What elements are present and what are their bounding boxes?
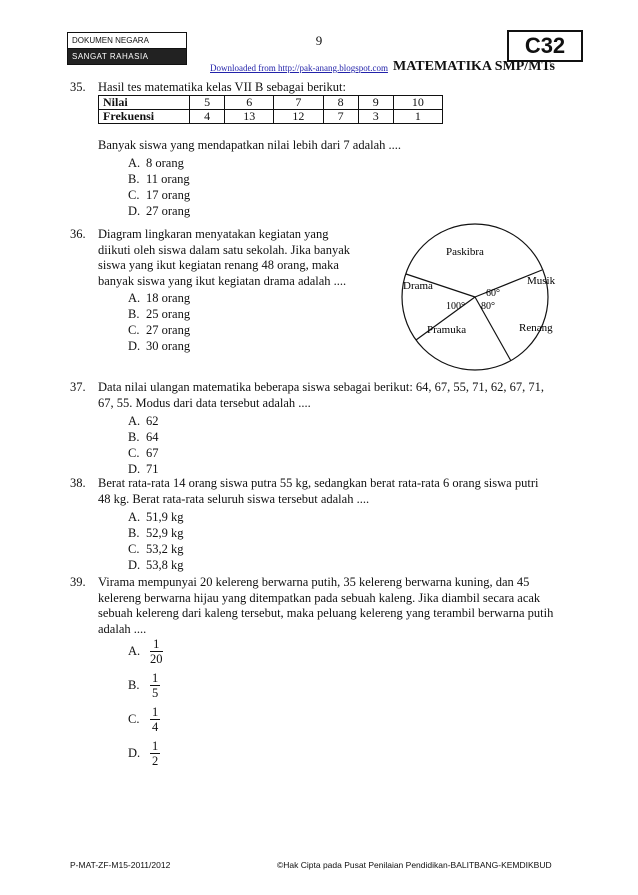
frequency-cell: 3	[358, 110, 393, 124]
frequency-cell: 13	[225, 110, 274, 124]
q36-number: 36.	[70, 227, 86, 241]
q35-number: 35.	[70, 80, 86, 94]
option-a[interactable]: A. 62	[128, 414, 159, 428]
q38-options	[128, 509, 184, 573]
pie-label-renang: Renang	[519, 322, 553, 334]
frequency-cell: 1	[393, 110, 442, 124]
subject-title: MATEMATIKA SMP/MTs	[393, 59, 555, 74]
q39-option-b[interactable]: B. $\frac{1}{5}$	[128, 671, 159, 700]
q37-number: 37.	[70, 380, 86, 394]
pie-label-drama: Drama	[403, 280, 433, 292]
pie-angle-musik: 60°	[486, 288, 500, 299]
q39-stem: Virama mempunyai 20 kelereng berwarna putih, 35 kelereng berwarna kuning, dan 45 kelereng berwarna hijau yang ditempatkan pada sebuah kaleng. Jika diambil secara acak sebuah kelereng dari kaleng tersebut, maka peluang kelereng yang terambil berwarna putih adalah ....	[98, 575, 554, 636]
footer-code: P-MAT-ZF-M15-2011/2012	[70, 860, 171, 870]
score-cell: 7	[274, 96, 323, 110]
score-cell: 9	[358, 96, 393, 110]
option-c[interactable]: C. 67	[128, 446, 159, 460]
fraction: $\frac{1}{2}$	[152, 739, 159, 768]
pie-angle-renang: 80°	[481, 301, 495, 312]
page-number: 9	[315, 33, 323, 48]
q39-option-c[interactable]: C. $\frac{1}{4}$	[128, 705, 159, 734]
score-cell: 5	[190, 96, 225, 110]
doc-label: DOKUMEN NEGARA	[68, 33, 186, 49]
option-a[interactable]: A. 8 orang	[128, 156, 184, 170]
q38-stem: Berat rata-rata 14 orang siswa putra 55 kg, sedangkan berat rata-rata 6 orang siswa putri 48 kg. Berat rata-rata seluruh siswa tersebut adalah ....	[98, 476, 539, 506]
exam-code: C32	[507, 30, 583, 62]
option-b[interactable]: B. 25 orang	[128, 307, 191, 321]
score-cell: 8	[323, 96, 358, 110]
q39-option-d[interactable]: D. $\frac{1}{2}$	[128, 739, 159, 768]
option-c[interactable]: C. 17 orang	[128, 188, 191, 202]
q36-options	[128, 290, 190, 354]
row-label-score: Nilai	[99, 96, 190, 110]
q36-stem: Diagram lingkaran menyatakan kegiatan yang diikuti oleh siswa dalam satu sekolah. Jika banyak siswa yang ikut kegiatan renang 48 orang, maka banyak siswa yang ikut kegiatan drama adalah ....	[98, 227, 351, 288]
frequency-cell: 4	[190, 110, 225, 124]
q35-frequency-table	[98, 95, 443, 124]
row-label-frequency: Frekuensi	[99, 110, 190, 124]
download-link[interactable]: Downloaded from http://pak-anang.blogspot.com	[210, 63, 388, 73]
option-d[interactable]: D. 53,8 kg	[128, 558, 184, 572]
q37-options	[128, 413, 159, 477]
q39-option-a[interactable]: A. $\frac{1}{20}$	[128, 637, 163, 666]
option-a[interactable]: A. 51,9 kg	[128, 510, 184, 524]
option-b[interactable]: B. 64	[128, 430, 159, 444]
option-b[interactable]: B. 52,9 kg	[128, 526, 184, 540]
table-row-frequencies	[99, 110, 443, 124]
pie-label-musik: Musik	[527, 275, 556, 287]
option-a[interactable]: A. 18 orang	[128, 291, 191, 305]
q38-number: 38.	[70, 476, 86, 490]
fraction: $\frac{1}{4}$	[152, 705, 159, 734]
option-c[interactable]: C. 27 orang	[128, 323, 191, 337]
q35-stem: Hasil tes matematika kelas VII B sebagai berikut:	[98, 80, 346, 94]
pie-label-pramuka: Pramuka	[427, 324, 467, 336]
score-cell: 6	[225, 96, 274, 110]
document-header-box	[67, 32, 187, 65]
option-b[interactable]: B. 11 orang	[128, 172, 190, 186]
pie-label-paskibra: Paskibra	[446, 246, 484, 258]
table-row-scores	[99, 96, 443, 110]
fraction: $\frac{1}{20}$	[150, 637, 163, 666]
score-cell: 10	[393, 96, 442, 110]
option-d[interactable]: D. 30 orang	[128, 339, 191, 353]
q35-options	[128, 155, 190, 219]
fraction: $\frac{1}{5}$	[152, 671, 159, 700]
q39-number: 39.	[70, 575, 86, 589]
option-d[interactable]: D. 71	[128, 462, 159, 476]
frequency-cell: 7	[323, 110, 358, 124]
secret-label: SANGAT RAHASIA	[68, 49, 186, 64]
q37-stem: Data nilai ulangan matematika beberapa siswa sebagai berikut: 64, 67, 55, 71, 62, 67, 71, 67, 55. Modus dari data tersebut adalah ....	[98, 380, 545, 410]
option-d[interactable]: D. 27 orang	[128, 204, 191, 218]
activity-pie-diagram	[390, 222, 560, 372]
frequency-cell: 12	[274, 110, 323, 124]
q35-question: Banyak siswa yang mendapatkan nilai lebih dari 7 adalah ....	[98, 138, 402, 152]
footer-copyright: ©Hak Cipta pada Pusat Penilaian Pendidikan-BALITBANG-KEMDIKBUD	[277, 860, 552, 870]
pie-angle-pramuka: 100°	[446, 301, 465, 312]
option-c[interactable]: C. 53,2 kg	[128, 542, 184, 556]
